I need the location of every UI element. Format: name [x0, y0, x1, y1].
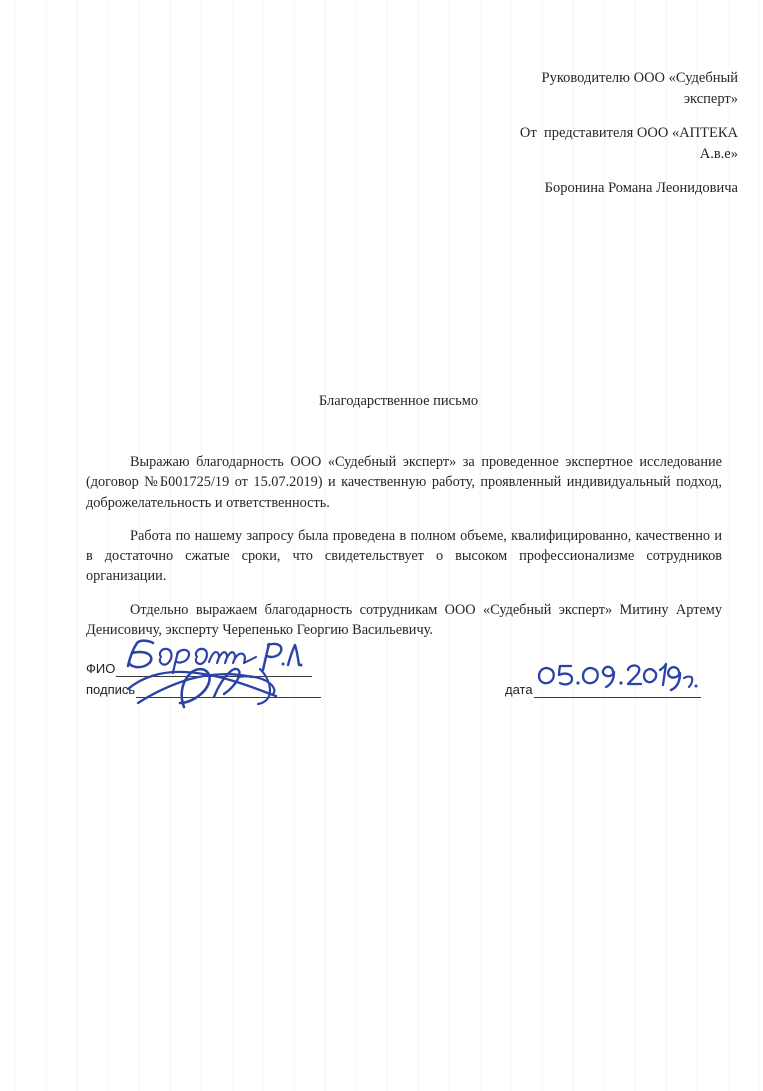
addressee-header [470, 68, 738, 199]
addressee-recipient [470, 68, 738, 110]
fio-rule [116, 660, 312, 677]
fio-field [86, 660, 312, 677]
date-rule [534, 681, 701, 698]
addressee-recipient-line-1: Руководителю ООО «Судебный [541, 70, 738, 86]
addressee-sender-company [470, 123, 738, 165]
signature-block [0, 648, 763, 718]
body-paragraph-1: Выражаю благодарность ООО «Судебный эксперт» за проведенное экспертное исследование (договор №Б001725/19 от 15.07.2019) и качественную работу, проявленный индивидуальный подход, доброжелательность и ответственность. [86, 454, 722, 511]
letter-body [86, 452, 722, 640]
addressee-recipient-line-2: эксперт» [683, 91, 738, 108]
body-paragraph-3: Отдельно выражаем благодарность сотрудникам ООО «Судебный эксперт» Митину Артему Денисовичу, эксперту Черепенько Георгию Васильевичу. [86, 601, 722, 639]
addressee-sender-line-1: От представителя ООО «АПТЕКА [519, 125, 738, 142]
date-field [505, 681, 701, 698]
fio-label: ФИО [86, 661, 116, 676]
addressee-sender-fullname: Боронина Романа Леонидовича [544, 180, 738, 197]
body-paragraph-2: Работа по нашему запросу была проведена в полном объеме, квалифицированно, качественно и в достаточно сжатые сроки, что свидетельствует о высоком профессионализме сотрудников организации. [86, 527, 722, 585]
addressee-sender-name [470, 178, 738, 199]
signature-field [86, 681, 321, 698]
signature-label: подпись [86, 682, 136, 697]
addressee-sender-line-2: А.в.е» [699, 146, 738, 163]
date-label: дата [505, 682, 533, 697]
page-title: Благодарственное письмо [318, 393, 479, 409]
signature-rule [136, 681, 321, 698]
